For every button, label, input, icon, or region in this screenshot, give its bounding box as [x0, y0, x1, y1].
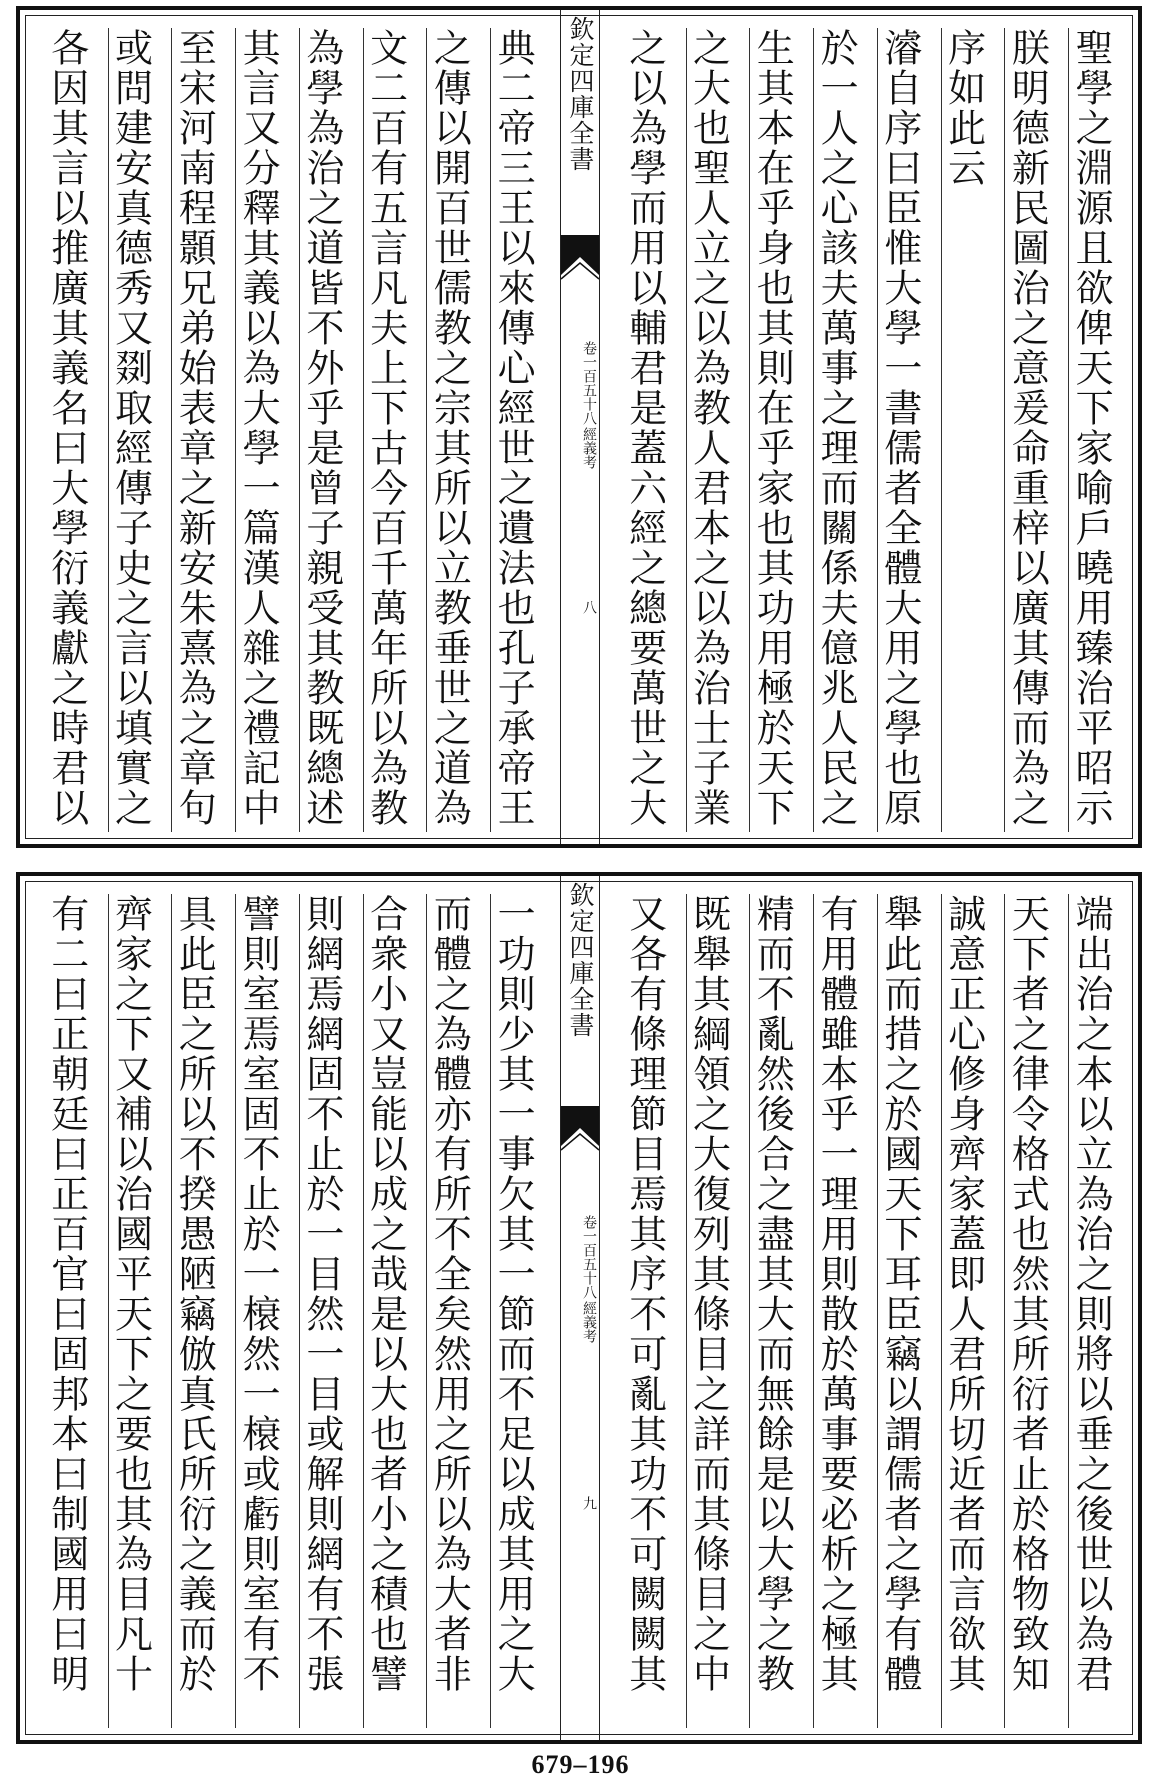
text-column: 生其本在乎身也其則在乎家也其功用極於天下: [749, 28, 794, 832]
text-column: 而體之為體亦有所不全矣然用之所以為大者非: [426, 894, 471, 1728]
text-column: 之以為學而用以輔君是蓋六經之總要萬世之大: [622, 28, 667, 828]
text-column: 具此臣之所以不揆愚陋竊倣真氏所衍之義而於: [171, 894, 216, 1728]
book-name: 經義考: [581, 427, 597, 469]
text-column: 又各有條理節目焉其序不可亂其功不可闕闕其: [622, 894, 667, 1694]
text-column: 之傳以開百世儒教之宗其所以立教垂世之道為: [426, 28, 471, 832]
text-column: 為學為治之道皆不外乎是曾子親受其教既總述: [299, 28, 344, 832]
upper-page-right-half: [598, 10, 1138, 844]
text-column: 或問建安真德秀又剟取經傳子史之言以填實之: [108, 28, 153, 832]
text-column: 有二曰正朝廷曰正百官曰固邦本曰制國用曰明: [44, 894, 89, 1694]
text-column: 序如此云: [941, 28, 986, 832]
page-reference: 679–196: [531, 1750, 630, 1779]
text-column: 齊家之下又補以治國平天下之要也其為目凡十: [108, 894, 153, 1728]
text-column: 有用體雖本乎一理用則散於萬事要必析之極其: [813, 894, 858, 1728]
volume-number: 卷一百五十八: [581, 1215, 597, 1299]
page-number: 九: [581, 1496, 597, 1510]
book-title: 欽定四庫全書: [566, 16, 595, 172]
text-column: 譬則室焉室固不止於一榱然一榱或虧則室有不: [235, 894, 280, 1728]
upper-page: [16, 6, 1142, 848]
lower-page-right-half: [598, 876, 1138, 1740]
text-column: 各因其言以推廣其義名曰大學衍義獻之時君以: [44, 28, 89, 828]
page-number: 八: [581, 600, 597, 614]
upper-page-left-half: [20, 10, 560, 844]
book-title: 欽定四庫全書: [566, 882, 595, 1038]
text-column: 誠意正心修身齊家蓋即人君所切近者而言欲其: [941, 894, 986, 1728]
lower-page-center-strip: [560, 876, 600, 1740]
volume-number: 卷一百五十八: [581, 341, 597, 425]
text-column: 既舉其綱領之大復列其條目之詳而其條目之中: [686, 894, 731, 1728]
text-column: 濬自序曰臣惟大學一書儒者全體大用之學也原: [877, 28, 922, 832]
fish-tail-ornament-icon: [561, 235, 599, 325]
text-column: 端出治之本以立為治之則將以垂之後世以為君: [1068, 894, 1113, 1728]
text-column: 一功則少其一事欠其一節而不足以成其用之大: [490, 894, 535, 1728]
lower-page-left-half: [20, 876, 560, 1740]
text-column: 舉此而措之於國天下耳臣竊以謂儒者之學有體: [877, 894, 922, 1728]
text-column: 聖學之淵源且欲俾天下家喻戶曉用臻治平昭示: [1068, 28, 1113, 832]
text-column: 天下者之律令格式也然其所衍者止於格物致知: [1004, 894, 1049, 1728]
text-column: 其言又分釋其義以為大學一篇漢人雜之禮記中: [235, 28, 280, 832]
lower-page: [16, 872, 1142, 1744]
text-column: 之大也聖人立之以為教人君本之以為治士子業: [686, 28, 731, 832]
upper-page-center-strip: [560, 10, 600, 844]
fish-tail-ornament-icon: [561, 1106, 599, 1196]
text-column: 合衆小又豈能以成之哉是以大也者小之積也譬: [363, 894, 408, 1728]
text-column: 典二帝三王以來傳心經世之遺法也孔子承帝王: [490, 28, 535, 832]
text-column: 文二百有五言凡夫上下古今百千萬年所以為教: [363, 28, 408, 832]
book-name: 經義考: [581, 1301, 597, 1343]
text-column: 於一人之心該夫萬事之理而關係夫億兆人民之: [813, 28, 858, 832]
running-header: [563, 320, 597, 490]
text-column: 至宋河南程顥兄弟始表章之新安朱熹為之章句: [171, 28, 216, 832]
running-header: [563, 1194, 597, 1364]
text-column: 朕明德新民圖治之意爰命重梓以廣其傳而為之: [1004, 28, 1049, 832]
text-column: 精而不亂然後合之盡其大而無餘是以大學之教: [749, 894, 794, 1728]
text-column: 則網焉網固不止於一目然一目或解則網有不張: [299, 894, 344, 1728]
